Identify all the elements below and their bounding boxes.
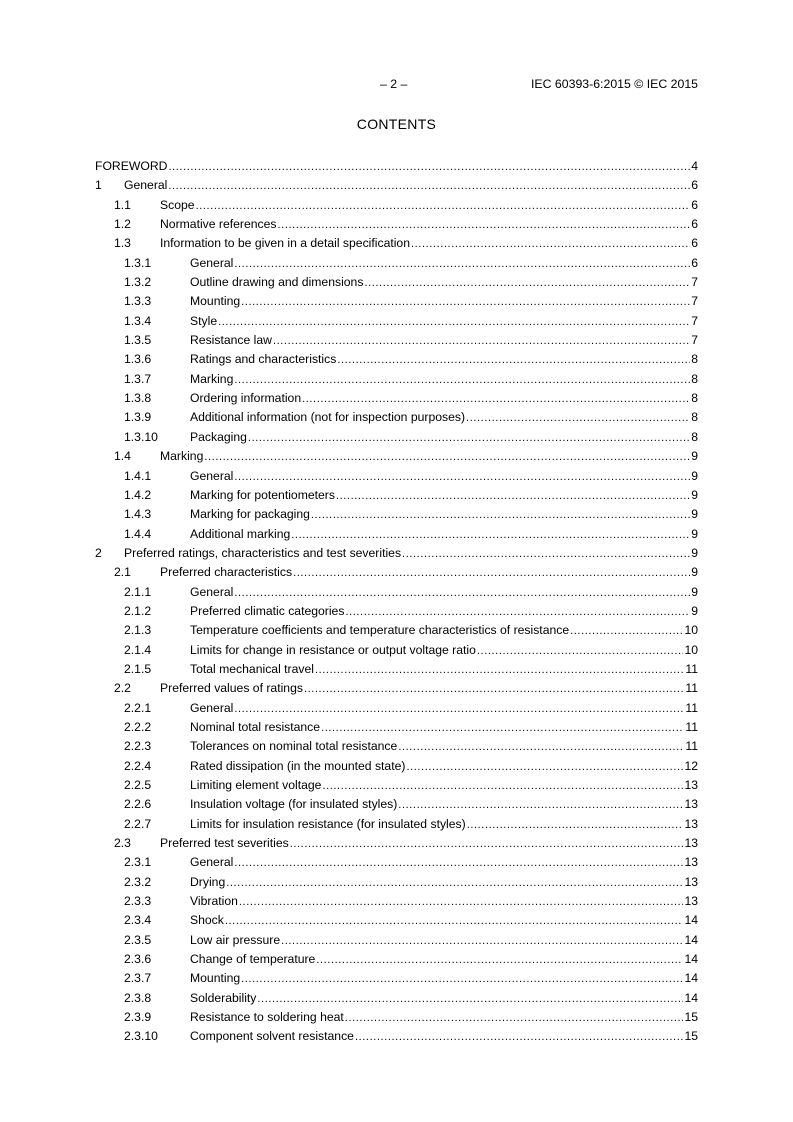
toc-entry[interactable] [95, 892, 698, 911]
toc-entry-number: 2.1.1 [124, 584, 152, 599]
toc-entry-title: Resistance law [190, 333, 272, 348]
toc-entry-title: Component solvent resistance [190, 1029, 354, 1044]
dot-leader [315, 661, 684, 679]
toc-entry-page: 6 [691, 197, 698, 212]
toc-entry-page: 7 [691, 275, 698, 290]
toc-entry[interactable] [95, 389, 698, 408]
toc-entry[interactable] [95, 215, 698, 234]
toc-entry[interactable] [95, 757, 698, 776]
toc-entry-page: 11 [685, 681, 698, 696]
toc-entry-title: Information to be given in a detail specification [160, 236, 410, 251]
toc-entry-page: 8 [691, 410, 698, 425]
toc-entry[interactable] [95, 621, 698, 640]
toc-entry-page: 6 [691, 178, 698, 193]
toc-entry-title: Ordering information [190, 391, 302, 406]
toc-entry[interactable] [95, 641, 698, 660]
toc-entry[interactable] [95, 196, 698, 215]
toc-entry-title: Preferred climatic categories [190, 603, 345, 618]
toc-entry[interactable] [95, 157, 698, 176]
toc-entry-page: 8 [691, 391, 698, 406]
contents-title: CONTENTS [356, 116, 437, 132]
toc-entry-page: 9 [691, 526, 698, 541]
toc-entry[interactable] [95, 718, 698, 737]
toc-entry-page: 9 [691, 507, 698, 522]
dot-leader [322, 777, 683, 795]
toc-entry-page: 9 [691, 565, 698, 580]
toc-entry-title: Shock [190, 913, 224, 928]
toc-entry[interactable] [95, 815, 698, 834]
toc-entry-title: Marking [160, 449, 204, 464]
toc-entry-page: 9 [691, 603, 698, 618]
toc-entry-number: 2.2.2 [124, 719, 152, 734]
toc-entry-page: 13 [684, 797, 698, 812]
dot-leader [293, 564, 690, 582]
dot-leader [204, 448, 690, 466]
document-reference: IEC 60393-6:2015 © IEC 2015 [531, 77, 698, 91]
dot-leader [196, 197, 691, 215]
toc-entry[interactable] [95, 447, 698, 466]
toc-entry[interactable] [95, 254, 698, 273]
dot-leader [234, 371, 690, 389]
toc-entry-page: 13 [684, 855, 698, 870]
dot-leader [316, 951, 683, 969]
toc-entry[interactable] [95, 834, 698, 853]
toc-entry[interactable] [95, 602, 698, 621]
toc-entry-number: 1 [95, 178, 102, 193]
toc-entry-page: 14 [684, 932, 698, 947]
toc-entry-number: 2.3.7 [124, 971, 152, 986]
toc-entry-title: Marking [190, 371, 234, 386]
dot-leader [273, 332, 690, 350]
toc-entry-title: Preferred characteristics [160, 565, 293, 580]
toc-entry[interactable] [95, 950, 698, 969]
toc-entry-number: 1.3.1 [124, 255, 152, 270]
toc-entry[interactable] [95, 544, 698, 563]
toc-entry-title: General [190, 468, 234, 483]
toc-entry-page: 6 [691, 255, 698, 270]
dot-leader [466, 409, 690, 427]
dot-leader [364, 274, 690, 292]
toc-entry[interactable] [95, 486, 698, 505]
dot-leader [311, 506, 690, 524]
toc-entry-number: 2.2.5 [124, 778, 152, 792]
toc-entry-number: 1.3.9 [124, 410, 152, 425]
toc-entry-page: 9 [691, 449, 698, 464]
toc-entry-title: Marking for potentiometers [190, 487, 335, 502]
toc-entry-title: Low air pressure [190, 932, 281, 947]
toc-entry-title: General [190, 584, 234, 599]
dot-leader [226, 874, 683, 892]
dot-leader [257, 990, 683, 1008]
toc-entry-number: 2.3.4 [124, 913, 152, 928]
toc-entry-title: Insulation voltage (for insulated styles) [190, 797, 398, 812]
toc-entry-number: 1.2 [114, 217, 131, 232]
toc-entry-number: 1.4 [114, 449, 131, 464]
toc-entry-title: Additional marking [190, 526, 291, 541]
toc-entry-page: 7 [691, 294, 698, 309]
toc-entry-title: Vibration [190, 894, 238, 909]
toc-entry-number: 1.3.6 [124, 352, 152, 367]
toc-entry-title: Preferred ratings, characteristics and test severities [124, 545, 402, 560]
toc-entry-number: 2.1.5 [124, 661, 152, 676]
toc-entry-page: 7 [691, 333, 698, 348]
toc-entry-page: 11 [685, 700, 698, 715]
toc-entry[interactable] [95, 660, 698, 679]
toc-entry-page: 12 [684, 758, 698, 773]
toc-entry-page: 15 [684, 1010, 698, 1025]
toc-entry-title: Limits for insulation resistance (for insulated styles) [190, 816, 466, 831]
dot-leader [406, 758, 683, 776]
toc-entry-number: 1.4.3 [124, 507, 152, 522]
toc-entry-number: 1.3 [114, 236, 131, 251]
toc-entry-title: Mounting [190, 294, 241, 309]
toc-entry-page: 14 [684, 913, 698, 928]
toc-entry-title: Packaging [190, 429, 247, 444]
toc-entry-number: 2.3.6 [124, 952, 152, 967]
toc-entry-page: 9 [691, 468, 698, 483]
toc-entry-page: 6 [691, 217, 698, 232]
toc-entry-page: 11 [685, 739, 698, 754]
toc-entry-title: Mounting [190, 971, 241, 986]
dot-leader [234, 700, 684, 718]
toc-entry[interactable] [95, 1027, 698, 1046]
toc-entry-title: Drying [190, 874, 226, 889]
toc-entry-page: 13 [684, 816, 698, 831]
dot-leader [337, 351, 690, 369]
toc-entry-page: 11 [685, 719, 698, 734]
toc-entry-title: Change of temperature [190, 952, 316, 967]
toc-entry-number: 1.3.10 [124, 429, 158, 444]
toc-entry-number: 2.3 [114, 836, 131, 851]
toc-entry-number: 2.2.4 [124, 758, 152, 773]
toc-entry-number: 1.3.2 [124, 275, 152, 290]
toc-entry-number: 2.1 [114, 565, 131, 580]
dot-leader [239, 893, 684, 911]
toc-entry[interactable] [95, 699, 698, 718]
toc-entry[interactable] [95, 853, 698, 872]
toc-entry-number: 2.2.7 [124, 816, 152, 831]
toc-entry-title: Scope [160, 197, 195, 212]
toc-entry-number: 2.2.1 [124, 700, 152, 715]
toc-entry[interactable] [95, 505, 698, 524]
toc-entry-number: 2.3.1 [124, 855, 152, 870]
toc-entry-page: 9 [691, 487, 698, 502]
toc-entry-title: Temperature coefficients and temperature characteristics of resistance [190, 623, 570, 638]
toc-entry-title: Nominal total resistance [190, 719, 321, 734]
toc-entry-page: 4 [691, 159, 698, 173]
toc-entry-page: 13 [684, 778, 698, 792]
toc-entry-number: 2.1.3 [124, 623, 152, 638]
toc-entry[interactable] [95, 525, 698, 544]
dot-leader [234, 255, 690, 273]
dot-leader [398, 738, 684, 756]
toc-entry-page: 8 [691, 352, 698, 367]
dot-leader [225, 912, 684, 930]
toc-entry-title: Limits for change in resistance or output voltage ratio [190, 642, 476, 657]
toc-entry-number: 2.2.3 [124, 739, 152, 754]
toc-entry-number: 1.3.5 [124, 333, 152, 348]
dot-leader [304, 680, 684, 698]
toc-entry-number: 2.3.9 [124, 1010, 152, 1025]
toc-entry[interactable] [95, 737, 698, 756]
dot-leader [241, 970, 683, 988]
toc-entry-number: 2 [95, 545, 102, 560]
toc-entry-page: 11 [685, 661, 698, 676]
dot-leader [241, 293, 690, 311]
dot-leader [234, 854, 683, 872]
toc-entry-title: Rated dissipation (in the mounted state) [190, 758, 406, 773]
toc-entry[interactable] [95, 467, 698, 486]
toc-entry-number: 1.3.8 [124, 391, 152, 406]
toc-entry[interactable] [95, 931, 698, 950]
toc-entry-number: 1.3.7 [124, 371, 152, 386]
toc-entry[interactable] [95, 563, 698, 582]
toc-entry[interactable] [95, 776, 698, 795]
toc-entry[interactable] [95, 408, 698, 427]
toc-entry-page: 14 [684, 952, 698, 967]
toc-entry-number: 2.3.8 [124, 990, 152, 1005]
toc-entry-number: 2.3.2 [124, 874, 152, 889]
toc-entry-title: Ratings and characteristics [190, 352, 337, 367]
dot-leader [398, 796, 683, 814]
toc-entry-title: General [124, 178, 168, 193]
toc-entry[interactable] [95, 370, 698, 389]
toc-entry-number: 1.3.3 [124, 294, 152, 309]
toc-entry-number: 1.4.4 [124, 526, 152, 541]
dot-leader [218, 313, 690, 331]
dot-leader [248, 429, 690, 447]
toc-entry-title: Solderability [190, 990, 257, 1005]
toc-entry-page: 9 [691, 545, 698, 560]
dot-leader [402, 545, 690, 563]
toc-entry[interactable] [95, 873, 698, 892]
toc-entry[interactable] [95, 350, 698, 369]
toc-entry-page: 13 [684, 894, 698, 909]
toc-entry-page: 13 [684, 836, 698, 851]
toc-entry-title: Marking for packaging [190, 507, 310, 522]
dot-leader [234, 468, 690, 486]
toc-entry[interactable] [95, 176, 698, 195]
toc-entry[interactable] [95, 312, 698, 331]
toc-entry[interactable] [95, 989, 698, 1008]
dot-leader [477, 642, 684, 660]
toc-entry-title: Limiting element voltage [190, 778, 322, 792]
toc-entry-page: 9 [691, 584, 698, 599]
dot-leader [345, 603, 690, 621]
toc-entry[interactable] [95, 273, 698, 292]
toc-entry[interactable] [95, 234, 698, 253]
toc-entry[interactable] [95, 1008, 698, 1027]
toc-entry-page: 14 [684, 990, 698, 1005]
toc-entry[interactable] [95, 583, 698, 602]
toc-entry-title: Additional information (not for inspection purposes) [190, 410, 466, 425]
dot-leader [411, 235, 690, 253]
toc-entry-page: 13 [684, 874, 698, 889]
dot-leader [302, 390, 690, 408]
toc-entry-number: 1.1 [114, 197, 131, 212]
toc-entry-title: General [190, 255, 234, 270]
dot-leader [168, 177, 690, 195]
toc-entry-number: 1.4.2 [124, 487, 152, 502]
toc-entry-number: 2.3.5 [124, 932, 152, 947]
dot-leader [345, 1009, 684, 1027]
toc-entry-page: 15 [684, 1029, 698, 1044]
toc-entry[interactable] [95, 795, 698, 814]
toc-entry-page: 7 [691, 313, 698, 328]
toc-entry[interactable] [95, 969, 698, 988]
dot-leader [291, 526, 690, 544]
toc-entry-page: 8 [691, 371, 698, 386]
toc-entry-title: Normative references [160, 217, 277, 232]
toc-entry-number: 2.3.3 [124, 894, 152, 909]
toc-entry[interactable] [95, 679, 698, 698]
toc-entry-title: Total mechanical travel [190, 661, 314, 676]
toc-entry[interactable] [95, 331, 698, 350]
toc-entry-number: 1.3.4 [124, 313, 152, 328]
toc-entry-title: Resistance to soldering heat [190, 1010, 344, 1025]
toc-entry[interactable] [95, 428, 698, 447]
toc-entry-page: 10 [684, 642, 698, 657]
dot-leader [281, 932, 683, 950]
toc-entry-title: Tolerances on nominal total resistance [190, 739, 398, 754]
toc-entry-page: 6 [691, 236, 698, 251]
page-number: – 2 – [380, 77, 408, 91]
toc-entry-title: General [190, 700, 234, 715]
toc-entry-title: Preferred values of ratings [160, 681, 303, 696]
toc-entry-number: 2.1.4 [124, 642, 152, 657]
toc-entry-number: 2.1.2 [124, 603, 152, 618]
toc-entry[interactable] [95, 292, 698, 311]
toc-entry-number: 2.2.6 [124, 797, 152, 812]
dot-leader [321, 719, 684, 737]
toc-entry-title: General [190, 855, 234, 870]
toc-entry-title: Outline drawing and dimensions [190, 275, 364, 290]
dot-leader [467, 816, 684, 834]
toc-entry-title: Style [190, 313, 218, 328]
toc-entry-page: 10 [684, 623, 698, 638]
toc-entry-title: FOREWORD [95, 159, 168, 173]
dot-leader [234, 584, 690, 602]
dot-leader [278, 216, 691, 234]
dot-leader [290, 835, 684, 853]
toc-entry-title: Preferred test severities [160, 836, 289, 851]
toc-entry-page: 8 [691, 429, 698, 444]
table-of-contents [95, 157, 698, 1047]
dot-leader [355, 1028, 683, 1046]
toc-entry-number: 1.4.1 [124, 468, 152, 483]
dot-leader [336, 487, 690, 505]
toc-entry-number: 2.2 [114, 681, 131, 696]
dot-leader [570, 622, 683, 640]
toc-entry-page: 14 [684, 971, 698, 986]
toc-entry[interactable] [95, 911, 698, 930]
toc-entry-number: 2.3.10 [124, 1029, 158, 1044]
dot-leader [168, 158, 690, 176]
